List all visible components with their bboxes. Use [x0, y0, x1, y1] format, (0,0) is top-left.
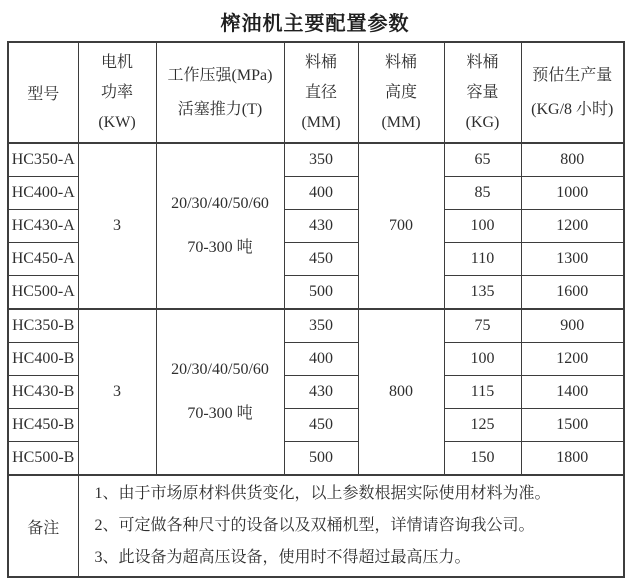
table-header — [8, 42, 624, 143]
production-cell: 1800 — [521, 442, 624, 476]
model-cell: HC430-A — [8, 210, 78, 243]
motor-power-cell: 3 — [78, 143, 156, 309]
model-cell: HC350-B — [8, 309, 78, 343]
table-row — [8, 309, 624, 343]
production-cell: 1500 — [521, 409, 624, 442]
height-cell: 700 — [358, 143, 444, 309]
diameter-cell: 400 — [284, 177, 358, 210]
note-line: 3、此设备为超高压设备，使用时不得超过最高压力。 — [94, 549, 471, 566]
header-model — [8, 42, 78, 143]
header-production: 预估生产量 (KG/8 小时) — [521, 42, 624, 143]
model-cell: HC450-B — [8, 409, 78, 442]
model-cell: HC400-B — [8, 343, 78, 376]
diameter-cell: 500 — [284, 276, 358, 310]
diameter-cell: 430 — [284, 376, 358, 409]
capacity-cell: 100 — [444, 343, 521, 376]
diameter-cell: 450 — [284, 243, 358, 276]
table-header-row — [8, 42, 624, 143]
working-pressure-cell: 20/30/40/50/60 70-300 吨 — [156, 143, 284, 309]
capacity-cell: 110 — [444, 243, 521, 276]
model-cell: HC450-A — [8, 243, 78, 276]
table-row — [8, 143, 624, 177]
capacity-cell: 65 — [444, 143, 521, 177]
header-working-pressure: 工作压强(MPa) 活塞推力(T) — [156, 42, 284, 143]
remarks-section — [8, 475, 624, 577]
diameter-cell: 400 — [284, 343, 358, 376]
header-model-label: 型号 — [27, 86, 60, 103]
header-motor-power: 电机 功率 (KW) — [78, 42, 156, 143]
production-cell: 1300 — [521, 243, 624, 276]
production-cell: 1200 — [521, 343, 624, 376]
production-cell: 800 — [521, 143, 624, 177]
spec-table — [7, 41, 625, 578]
height-cell: 800 — [358, 309, 444, 475]
production-cell: 1000 — [521, 177, 624, 210]
remarks-label: 备注 — [8, 475, 78, 577]
capacity-cell: 75 — [444, 309, 521, 343]
diameter-cell: 500 — [284, 442, 358, 476]
motor-power-cell: 3 — [78, 309, 156, 475]
capacity-cell: 100 — [444, 210, 521, 243]
capacity-cell: 85 — [444, 177, 521, 210]
capacity-cell: 125 — [444, 409, 521, 442]
header-barrel-height: 料桶 高度 (MM) — [358, 42, 444, 143]
model-cell: HC400-A — [8, 177, 78, 210]
note-line: 2、可定做各种尺寸的设备以及双桶机型，详情请咨询我公司。 — [94, 517, 535, 534]
model-cell: HC350-A — [8, 143, 78, 177]
header-barrel-diameter: 料桶 直径 (MM) — [284, 42, 358, 143]
production-cell: 1600 — [521, 276, 624, 310]
header-barrel-capacity: 料桶 容量 (KG) — [444, 42, 521, 143]
note-line: 1、由于市场原材料供货变化，以上参数根据实际使用材料为准。 — [94, 485, 551, 502]
model-cell: HC500-B — [8, 442, 78, 476]
capacity-cell: 135 — [444, 276, 521, 310]
diameter-cell: 430 — [284, 210, 358, 243]
working-pressure-cell: 20/30/40/50/60 70-300 吨 — [156, 309, 284, 475]
model-cell: HC500-A — [8, 276, 78, 310]
remarks-row — [8, 475, 624, 577]
diameter-cell: 350 — [284, 143, 358, 177]
production-cell: 900 — [521, 309, 624, 343]
group-b — [8, 309, 624, 475]
capacity-cell: 115 — [444, 376, 521, 409]
diameter-cell: 350 — [284, 309, 358, 343]
model-cell: HC430-B — [8, 376, 78, 409]
production-cell: 1200 — [521, 210, 624, 243]
group-a — [8, 143, 624, 309]
diameter-cell: 450 — [284, 409, 358, 442]
capacity-cell: 150 — [444, 442, 521, 476]
production-cell: 1400 — [521, 376, 624, 409]
page-title: 榨油机主要配置参数 — [220, 13, 410, 35]
remarks-notes — [78, 475, 624, 577]
